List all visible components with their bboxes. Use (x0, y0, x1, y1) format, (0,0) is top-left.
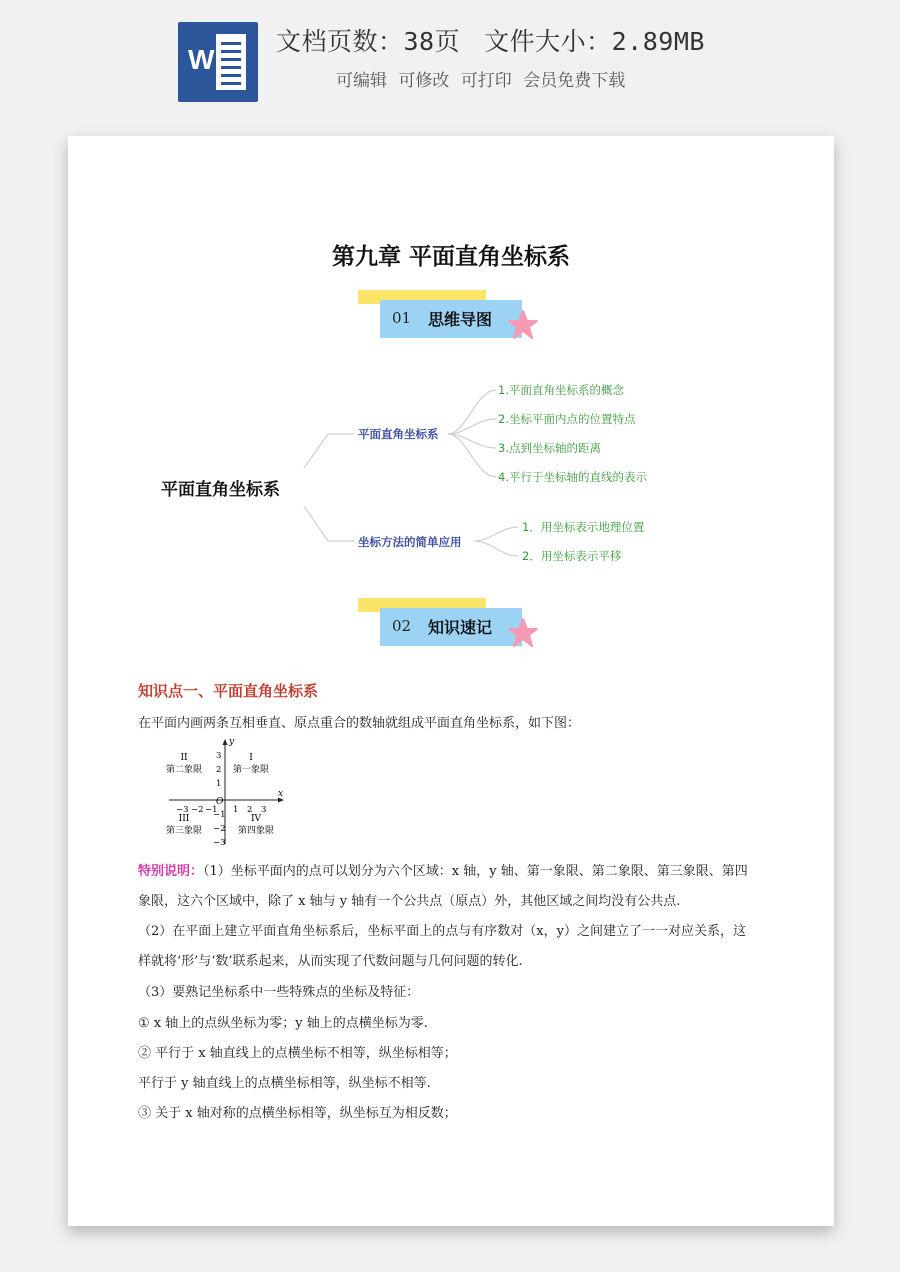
paragraph-line: （2）在平面上建立平面直角坐标系后，坐标平面上的点与有序数对（x，y）之间建立了一一对应关系，这 (138, 924, 746, 939)
mind-leaf: 3.点到坐标轴的距离 (498, 441, 601, 455)
quadrant-2-roman: II (180, 753, 188, 763)
banner-label: 思维导图 (428, 310, 493, 329)
quadrant-3-roman: III (178, 814, 190, 824)
paragraph-line: 平行于 y 轴直线上的点横坐标相等，纵坐标不相等. (138, 1076, 431, 1091)
paragraph-line: ② 平行于 x 轴直线上的点横坐标不相等，纵坐标相等； (138, 1046, 457, 1061)
x-tick: −1 (205, 805, 218, 815)
paragraph-line: 样就将‘形’与‘数’联系起来，从而实现了代数问题与几何问题的转化. (138, 954, 523, 969)
paragraph-line: （3）要熟记坐标系中一些特殊点的坐标及特征： (138, 985, 420, 1000)
y-tick: 3 (216, 751, 222, 761)
quadrant-1-name: 第一象限 (232, 765, 270, 775)
quadrant-4-roman: IV (250, 814, 262, 824)
knowledge-point-intro: 在平面内画两条互相垂直、原点重合的数轴就组成平面直角坐标系，如下图： (138, 716, 581, 731)
banner-label: 知识速记 (428, 618, 493, 637)
file-size: 文件大小：2.89MB (484, 27, 705, 56)
mind-branch-coordinate-system: 平面直角坐标系 (358, 427, 439, 441)
section-banner-mindmap (356, 290, 546, 350)
x-tick: −3 (176, 805, 189, 815)
origin-label: O (216, 797, 224, 807)
section-banner-knowledge (356, 598, 546, 658)
quadrant-2-name: 第二象限 (166, 765, 203, 775)
x-tick: 1 (233, 805, 239, 815)
knowledge-point-title: 知识点一、平面直角坐标系 (138, 682, 319, 700)
word-icon-letter: W (188, 44, 215, 75)
quadrant-3-name: 第三象限 (166, 826, 203, 836)
special-note-label: 特别说明： (138, 864, 204, 879)
mind-leaf: 2．用坐标表示平移 (522, 549, 622, 563)
page-count: 文档页数：38页 (276, 27, 461, 56)
word-document-icon (178, 22, 258, 102)
paragraph-line: ③ 关于 x 轴对称的点横坐标相等，纵坐标互为相反数； (138, 1106, 457, 1121)
document-page (68, 136, 834, 1226)
quadrant-1-roman: I (249, 753, 253, 763)
x-axis-label: x (278, 789, 284, 799)
paragraph-line: ① x 轴上的点纵坐标为零；y 轴上的点横坐标为零. (138, 1016, 428, 1031)
x-tick: −2 (191, 805, 204, 815)
feature-list: 可编辑 可修改 可打印 会员免费下载 (336, 71, 626, 91)
y-tick: −2 (213, 824, 226, 834)
y-tick: 1 (216, 779, 222, 789)
x-tick: 2 (247, 805, 253, 815)
star-icon (508, 310, 538, 340)
y-tick: −3 (213, 838, 226, 846)
mind-leaf: 1.平面直角坐标系的概念 (498, 383, 624, 397)
y-tick: −1 (213, 810, 226, 820)
y-tick: 2 (216, 765, 222, 775)
banner-number: 01 (392, 309, 412, 327)
quadrant-4-name: 第四象限 (237, 826, 275, 836)
mind-leaf: 2.坐标平面内点的位置特点 (498, 412, 636, 426)
chapter-title: 第九章 平面直角坐标系 (331, 244, 570, 270)
mind-branch-applications: 坐标方法的简单应用 (358, 535, 462, 549)
mind-root: 平面直角坐标系 (161, 480, 280, 500)
y-axis-label: y (229, 737, 235, 747)
banner-number: 02 (392, 617, 412, 635)
download-header (0, 0, 900, 120)
mind-leaf: 1．用坐标表示地理位置 (522, 520, 645, 534)
paragraph-line: 象限，这六个区域中，除了 x 轴与 y 轴有一个公共点（原点）外，其他区域之间均没有公共点. (138, 894, 681, 909)
mind-map (156, 376, 756, 576)
coordinate-plane-figure (166, 734, 291, 846)
x-tick: 3 (261, 805, 267, 815)
mind-leaf: 4.平行于坐标轴的直线的表示 (498, 470, 647, 484)
star-icon (508, 618, 538, 648)
paragraph-line: 特别说明：（1）坐标平面内的点可以划分为六个区域：x 轴，y 轴、第一象限、第二象限、第三象限、第四 (138, 864, 748, 879)
file-info (276, 22, 705, 58)
